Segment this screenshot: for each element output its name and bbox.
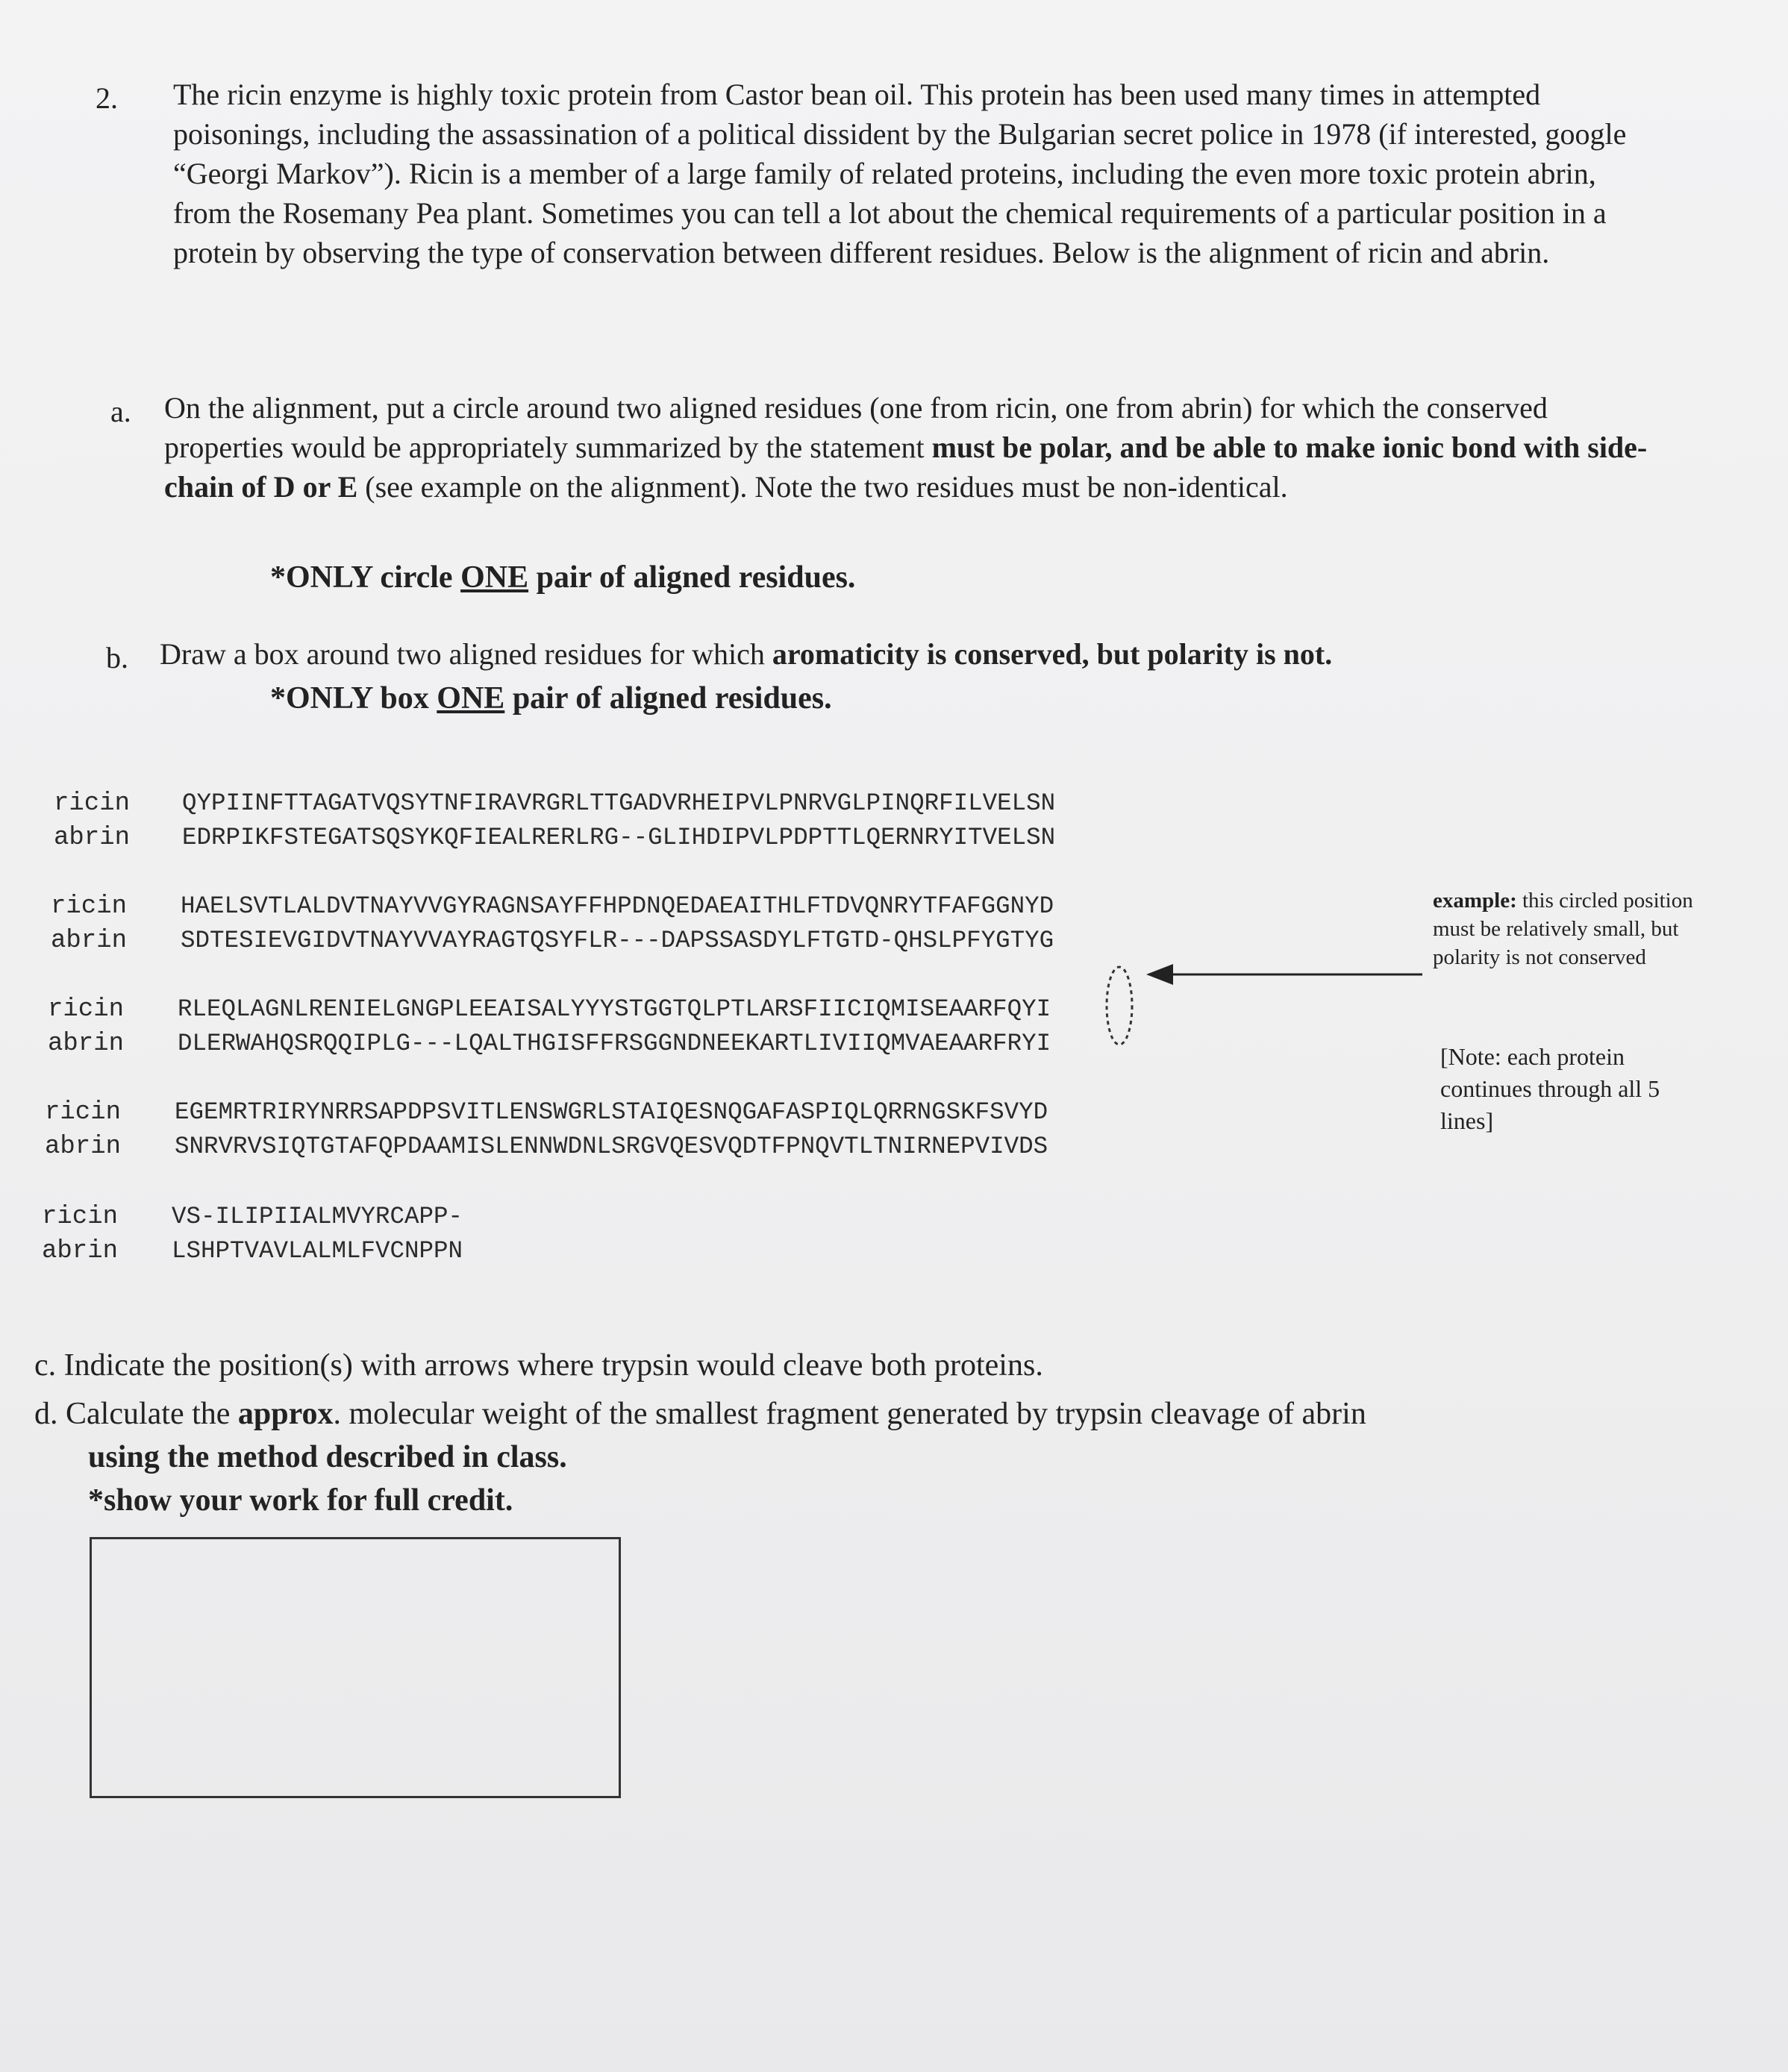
answer-box[interactable] [90,1537,621,1798]
part-a-bold: must be polar, and be able to make ionic bond with side-chain of D or E [164,431,1648,504]
part-a-only-one: ONE [460,560,529,595]
part-d-text-2: . molecular weight of the smallest fragment generated by trypsin cleavage of abrin [333,1397,1366,1431]
part-a-only-post: pair of aligned residues. [528,560,856,595]
alignment-name-abrin: abrin [42,1237,119,1265]
part-b-only-post: pair of aligned residues. [504,681,832,716]
alignment-name-ricin: ricin [48,995,125,1024]
part-b-only-pre: *ONLY box [270,681,437,716]
part-b-bold: aromaticity is conserved, but polarity is not. [772,637,1333,671]
alignment-seq-abrin[interactable]: LSHPTVAVLALMLFVCNPPN [172,1237,463,1265]
alignment-seq-abrin[interactable]: SDTESIEVGIDVTNAYVVAYRAGTQSYFLR---DAPSSASDYLFTGTD-QHSLPFYGTYG [181,927,1054,954]
part-a-text-2: (see example on the alignment). Note the two residues must be non-identical. [357,470,1288,504]
question-intro: The ricin enzyme is highly toxic protein from Castor bean oil. This protein has been used many times in attempted poisonings, including the assassination of a political dissident by the Bulgarian secret police in 1978 (if interested, google “Georgi Markov”). Ricin is a member of a large family of related proteins, including the even more toxic protein abrin, from the Rosemany Pea plant. Sometimes you can tell a lot about the chemical requirements of a particular position in a protein by observing the type of conservation between different residues. Below is the alignment of ricin and abrin. [173,78,1627,269]
alignment-name-ricin: ricin [45,1098,122,1127]
example-note-text: this circled position must be relatively small, but polarity is not conserved [1433,889,1693,969]
alignment-name-abrin: abrin [48,1030,125,1058]
alignment-name-abrin: abrin [45,1133,122,1161]
part-b-text-1: Draw a box around two aligned residues for which [160,637,772,671]
part-d-bold-3: *show your work for full credit. [88,1483,513,1518]
example-note-bold: example: [1433,889,1517,913]
alignment-seq-ricin[interactable]: QYPIINFTTAGATVQSYTNFIRAVRGRLTTGADVRHEIPVLPNRVGLPINQRFILVELSN [182,789,1056,817]
example-note [1433,886,1701,971]
part-d-text-1: d. Calculate the [34,1397,238,1431]
part-a-text-1: On the alignment, put a circle around two aligned residues (one from ricin, one from abrin) for which the conserved properties would be appropriately summarized by the statement [164,391,1548,464]
example-circle [1107,967,1132,1045]
example-arrow-head-icon [1146,964,1173,985]
part-b-only-one: ONE [437,681,505,716]
part-a-label: a. [110,395,131,428]
part-c-text: c. Indicate the position(s) with arrows where trypsin would cleave both proteins. [34,1348,1043,1383]
alignment-seq-abrin[interactable]: EDRPIKFSTEGATSQSYKQFIEALRERLRG--GLIHDIPVLPDPTTLQERNRYITVELSN [182,824,1056,851]
alignment-seq-ricin[interactable]: VS-ILIPIIALMVYRCAPP- [172,1203,463,1230]
alignment-name-ricin: ricin [54,789,131,818]
alignment-seq-abrin[interactable]: DLERWAHQSRQQIPLG---LQALTHGISFFRSGGNDNEEKARTLIVIIQMVAEAARFRYI [178,1030,1051,1057]
alignment-seq-ricin[interactable]: HAELSVTLALDVTNAYVVGYRAGNSAYFFHPDNQEDAEAITHLFTDVQNRYTFAFGGNYD [181,892,1054,920]
alignment-name-ricin: ricin [51,892,128,921]
question-number: 2. [96,81,118,115]
part-d-bold-2: using the method described in class. [88,1440,567,1474]
continuation-note: [Note: each protein continues through all 5 lines] [1440,1043,1660,1134]
alignment-name-abrin: abrin [51,927,128,955]
alignment-name-abrin: abrin [54,824,131,852]
alignment-name-ricin: ricin [42,1203,119,1231]
alignment-seq-ricin[interactable]: RLEQLAGNLRENIELGNGPLEEAISALYYYSTGGTQLPTLARSFIICIQMISEAARFQYI [178,995,1051,1023]
alignment-seq-ricin[interactable]: EGEMRTRIRYNRRSAPDPSVITLENSWGRLSTAIQESNQGAFASPIQLQRRNGSKFSVYD [175,1098,1048,1126]
alignment-seq-abrin[interactable]: SNRVRVSIQTGTAFQPDAAMISLENNWDNLSRGVQESVQDTFPNQVTLTNIRNEPVIVDS [175,1133,1048,1160]
part-b-label: b. [106,641,128,675]
part-d-bold-1: approx [237,1397,334,1431]
part-d-text [34,1392,1676,1522]
part-a-only-pre: *ONLY circle [270,560,461,595]
